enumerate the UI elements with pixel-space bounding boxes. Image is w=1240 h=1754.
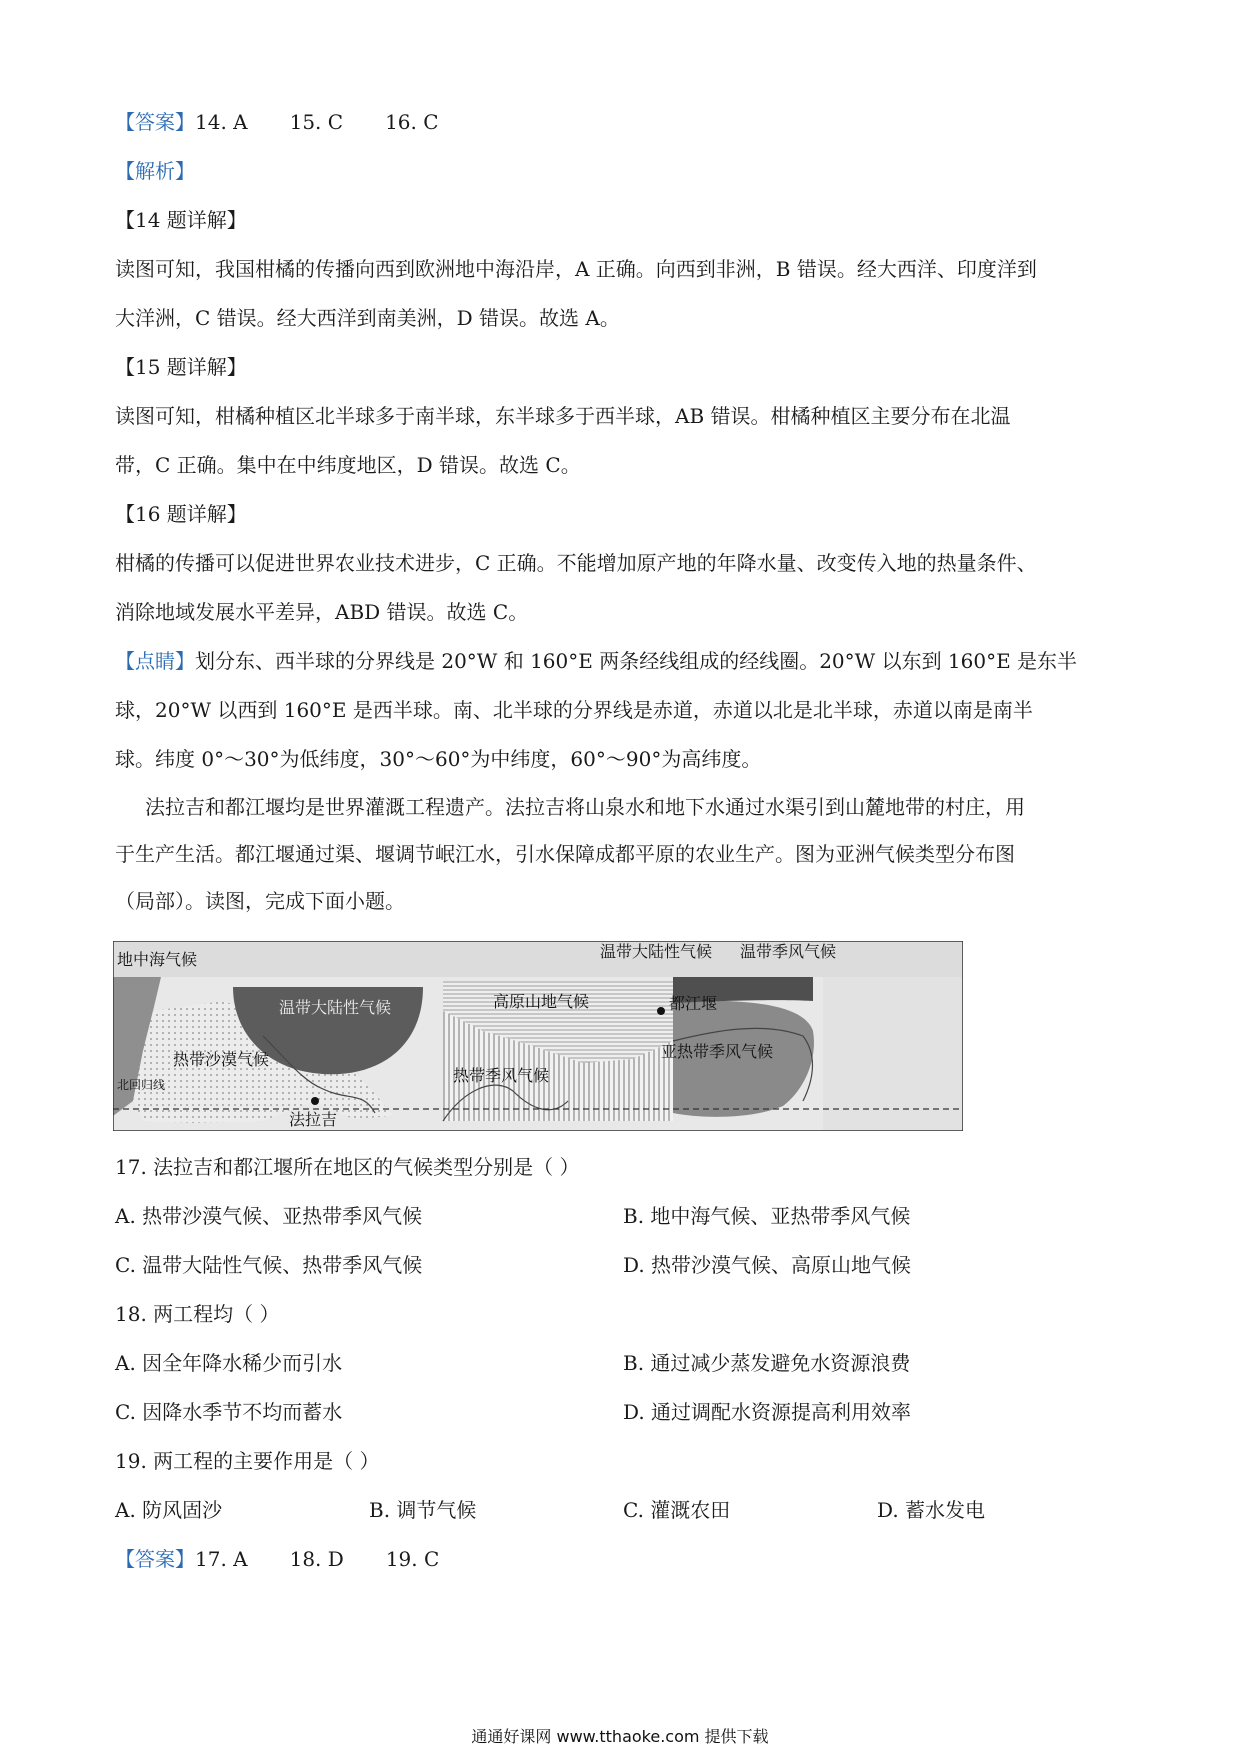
q18-option-d: D. 通过调配水资源提高利用效率 [623, 1400, 912, 1424]
q18-option-a: A. 因全年降水稀少而引水 [115, 1351, 343, 1375]
answer-item: 19. C [385, 1547, 440, 1571]
dujiangyan-marker [657, 1007, 665, 1015]
q19-option-b: B. 调节气候 [369, 1498, 477, 1522]
answer-item: 15. C [289, 110, 344, 134]
detail-14-line: 大洋洲，C 错误。经大西洋到南美洲，D 错误。故选 A。 [115, 306, 620, 330]
answer-tag: 【答案】 [115, 110, 195, 134]
page-content [115, 98, 1125, 1584]
climate-map-svg [113, 941, 963, 1131]
falaji-marker [311, 1097, 319, 1105]
q18-option-c: C. 因降水季节不均而蓄水 [115, 1400, 343, 1424]
q19-options-row [115, 1486, 1125, 1535]
detail-16-line: 消除地域发展水平差异，ABD 错误。故选 C。 [115, 600, 529, 624]
note-tag: 【点睛】 [115, 649, 195, 673]
label-tropic-of-cancer: 北回归线 [117, 1078, 166, 1092]
q17-options-row [115, 1192, 1125, 1241]
region-ocean [823, 977, 963, 1131]
answer-line-1 [115, 98, 1125, 147]
label-temperate-monsoon: 温带季风气候 [740, 942, 837, 961]
label-plateau-mountain: 高原山地气候 [493, 992, 590, 1011]
detail-16-line: 柑橘的传播可以促进世界农业技术进步，C 正确。不能增加原产地的年降水量、改变传入地的热量条件、 [115, 551, 1037, 575]
detail-14-line: 读图可知，我国柑橘的传播向西到欧洲地中海沿岸，A 正确。向西到非洲，B 错误。经大西洋、印度洋到 [115, 257, 1037, 281]
asia-climate-map [113, 941, 963, 1131]
page-footer: 通通好课网 www.tthaoke.com 提供下载 [471, 1727, 769, 1746]
answer-item: 16. C [385, 110, 439, 134]
note-line [115, 637, 1125, 686]
stem-line: 法拉吉和都江堰均是世界灌溉工程遗产。法拉吉将山泉水和地下水通过水渠引到山麓地带的村庄，用 [145, 795, 1025, 819]
label-subtropical-monsoon: 亚热带季风气候 [661, 1042, 774, 1061]
q19-option-d: D. 蓄水发电 [877, 1498, 986, 1522]
q17-option-a: A. 热带沙漠气候、亚热带季风气候 [115, 1204, 423, 1228]
detail-15-title: 【15 题详解】 [115, 355, 247, 379]
q18-options-row [115, 1388, 1125, 1437]
stem-line: 于生产生活。都江堰通过渠、堰调节岷江水，引水保障成都平原的农业生产。图为亚洲气候类型分布图 [115, 842, 1015, 866]
label-dujiangyan: 都江堰 [669, 994, 718, 1013]
answer-tag: 【答案】 [115, 1547, 195, 1571]
answer-line-2 [115, 1535, 1125, 1584]
label-temperate-continental-top: 温带大陆性气候 [600, 942, 713, 961]
detail-16-title: 【16 题详解】 [115, 502, 247, 526]
label-tropical-monsoon: 热带季风气候 [453, 1066, 550, 1085]
stem-line: （局部）。读图，完成下面小题。 [115, 889, 405, 913]
q19-option-a: A. 防风固沙 [115, 1498, 223, 1522]
detail-15-line: 带，C 正确。集中在中纬度地区，D 错误。故选 C。 [115, 453, 581, 477]
question-17: 17. 法拉吉和都江堰所在地区的气候类型分别是（ ） [115, 1155, 580, 1179]
answer-item: 17. A [195, 1547, 248, 1571]
q17-option-b: B. 地中海气候、亚热带季风气候 [623, 1204, 911, 1228]
analysis-tag: 【解析】 [115, 159, 195, 183]
q17-option-d: D. 热带沙漠气候、高原山地气候 [623, 1253, 912, 1277]
detail-14-title: 【14 题详解】 [115, 208, 247, 232]
note-line: 球。纬度 0°～30°为低纬度，30°～60°为中纬度，60°～90°为高纬度。 [115, 747, 762, 771]
q19-option-c: C. 灌溉农田 [623, 1498, 731, 1522]
q17-options-row [115, 1241, 1125, 1290]
label-temperate-continental: 温带大陆性气候 [279, 998, 392, 1017]
q18-options-row [115, 1339, 1125, 1388]
note-line: 球，20°W 以西到 160°E 是西半球。南、北半球的分界线是赤道，赤道以北是北半球，赤道以南是南半 [115, 698, 1033, 722]
note-text: 划分东、西半球的分界线是 20°W 和 160°E 两条经线组成的经线圈。20°W 以东到 160°E 是东半 [195, 649, 1078, 673]
detail-15-line: 读图可知，柑橘种植区北半球多于南半球，东半球多于西半球，AB 错误。柑橘种植区主要分布在北温 [115, 404, 1011, 428]
label-tropical-desert: 热带沙漠气候 [173, 1050, 270, 1069]
question-18: 18. 两工程均（ ） [115, 1302, 280, 1326]
q17-option-c: C. 温带大陆性气候、热带季风气候 [115, 1253, 423, 1277]
q18-option-b: B. 通过减少蒸发避免水资源浪费 [623, 1351, 911, 1375]
label-falaji: 法拉吉 [289, 1110, 338, 1129]
answer-item: 14. A [195, 110, 248, 134]
label-mediterranean: 地中海气候 [117, 950, 198, 969]
answer-item: 18. D [289, 1547, 344, 1571]
question-19: 19. 两工程的主要作用是（ ） [115, 1449, 380, 1473]
